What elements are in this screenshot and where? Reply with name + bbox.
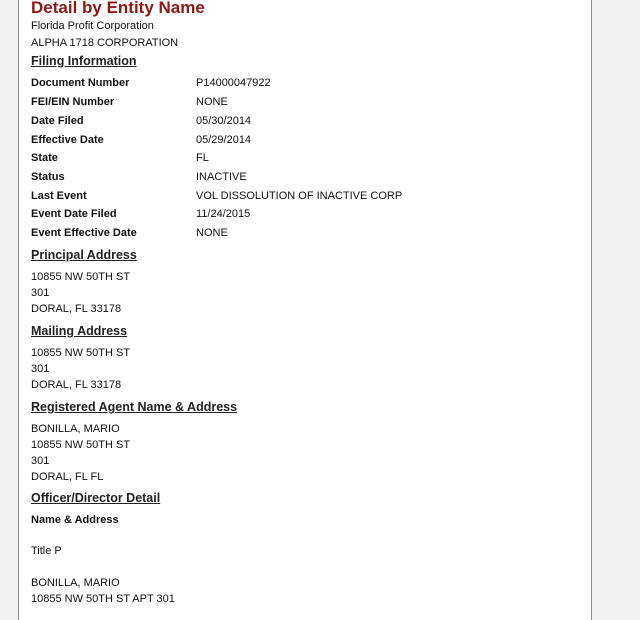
filing-value: 05/29/2014 xyxy=(196,134,252,146)
filing-value: VOL DISSOLUTION OF INACTIVE CORP xyxy=(196,190,403,202)
principal-address-line: DORAL, FL 33178 xyxy=(31,303,122,315)
filing-information-heading: Filing Information xyxy=(31,54,137,68)
mailing-address-line: DORAL, FL 33178 xyxy=(31,379,122,391)
page-title: Detail by Entity Name xyxy=(31,0,205,17)
filing-row-event-date-filed xyxy=(31,208,581,224)
filing-value: 05/30/2014 xyxy=(196,115,252,127)
filing-row-event-effective-date xyxy=(31,227,581,243)
registered-agent-heading: Registered Agent Name & Address xyxy=(31,400,238,414)
officer-name-address-subheading: Name & Address xyxy=(31,514,119,526)
corporation-name: ALPHA 1718 CORPORATION xyxy=(31,37,179,49)
filing-value: INACTIVE xyxy=(196,171,247,183)
filing-row-effective-date xyxy=(31,134,581,150)
filing-label: Date Filed xyxy=(31,115,84,127)
principal-address-line: 10855 NW 50TH ST xyxy=(31,271,131,283)
filing-label: Status xyxy=(31,171,65,183)
mailing-address-line: 10855 NW 50TH ST xyxy=(31,347,131,359)
registered-agent-line: BONILLA, MARIO xyxy=(31,423,120,435)
filing-row-last-event xyxy=(31,190,581,206)
filing-row-status xyxy=(31,171,581,187)
corporation-type: Florida Profit Corporation xyxy=(31,20,154,32)
filing-value: NONE xyxy=(196,96,228,108)
filing-label: Event Date Filed xyxy=(31,208,117,220)
filing-label: Last Event xyxy=(31,190,87,202)
filing-label: Event Effective Date xyxy=(31,227,137,239)
principal-address-heading: Principal Address xyxy=(31,248,137,262)
registered-agent-line: DORAL, FL FL xyxy=(31,471,104,483)
filing-row-state xyxy=(31,152,581,168)
filing-label: Document Number xyxy=(31,77,130,89)
filing-value: FL xyxy=(196,152,209,164)
filing-row-fei-ein xyxy=(31,96,581,112)
mailing-address-heading: Mailing Address xyxy=(31,324,128,338)
filing-value: 11/24/2015 xyxy=(196,208,251,220)
officer-line: BONILLA, MARIO xyxy=(31,577,120,589)
filing-value: NONE xyxy=(196,227,228,239)
filing-label: State xyxy=(31,152,58,164)
filing-row-date-filed xyxy=(31,115,581,131)
registered-agent-line: 10855 NW 50TH ST xyxy=(31,439,131,451)
officer-director-heading: Officer/Director Detail xyxy=(31,491,161,505)
filing-label: FEI/EIN Number xyxy=(31,96,115,108)
officer-line: 10855 NW 50TH ST APT 301 xyxy=(31,593,175,605)
mailing-address-line: 301 xyxy=(31,363,50,375)
filing-value: P14000047922 xyxy=(196,77,271,89)
detail-panel xyxy=(18,0,592,620)
principal-address-line: 301 xyxy=(31,287,50,299)
registered-agent-line: 301 xyxy=(31,455,50,467)
filing-label: Effective Date xyxy=(31,134,104,146)
officer-title: Title P xyxy=(31,545,62,557)
filing-row-document-number xyxy=(31,77,581,93)
